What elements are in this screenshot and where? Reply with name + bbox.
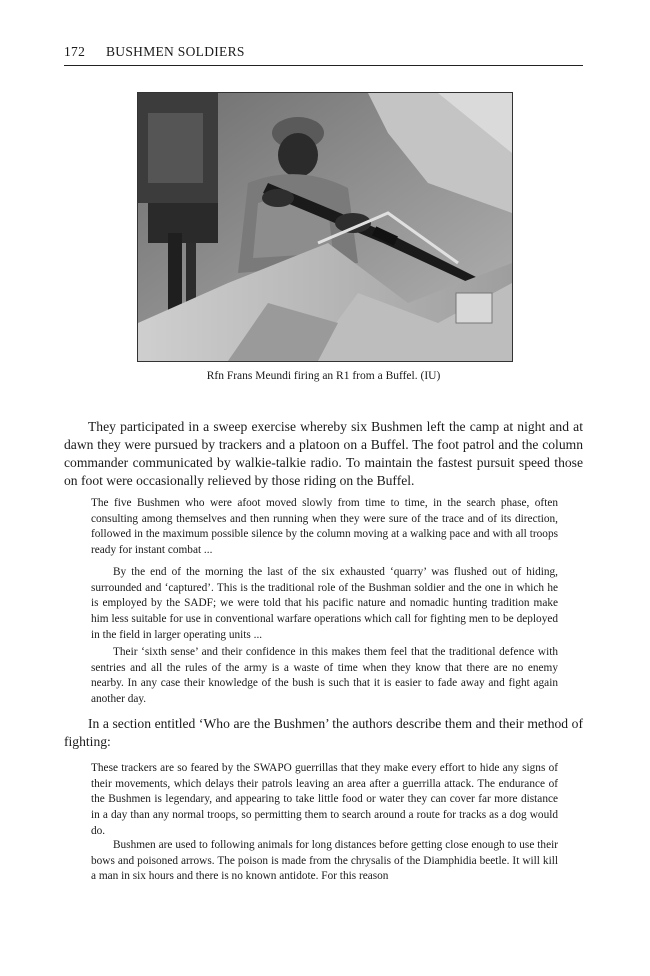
body-paragraph-2: In a section entitled ‘Who are the Bushmen’ the authors describe them and their method of fighting: bbox=[64, 716, 583, 749]
figure-caption: Rfn Frans Meundi firing an R1 from a Buffel. (IU) bbox=[206, 370, 441, 382]
block-quote-1: The five Bushmen who were afoot moved slowly from time to time, in the search phase, often consulting among themselves and then running when they were sure of the trace and of its direction, followed in the maximum possible silence by the column moving at a walking pace and with all troops ready for instant combat ... bbox=[91, 497, 558, 557]
running-title: BUSHMEN SOLDIERS bbox=[106, 44, 245, 59]
block-quote-2: By the end of the morning the last of the six exhausted ‘quarry’ was flushed out of hiding, surrounded and ‘captured’. This is the traditional role of the Bushman soldier and the one in which he is employed by the SADF; we were told that his pacific nature and nomadic hunting tradition make him less suitable for use in conventional warfare operations which call for fighting men to be deployed in the field in larger operating units ... bbox=[91, 566, 558, 641]
running-header bbox=[64, 40, 583, 66]
photo-illustration bbox=[138, 93, 512, 361]
figure-photo bbox=[137, 92, 513, 362]
block-quote-3: Their ‘sixth sense’ and their confidence in this makes them feel that the traditional defence with sentries and all the rules of the army is a waste of time when they know that there are no enemy nearby. In any case their knowledge of the bush is such that it is easier to fade away and fight again another day. bbox=[91, 646, 558, 706]
body-paragraph-1: They participated in a sweep exercise whereby six Bushmen left the camp at night and at dawn they were pursued by trackers and a platoon on a Buffel. The foot patrol and the column commander communicated by walkie-talkie radio. To maintain the fastest pursuit speed those on foot were occasionally relieved by those riding on the Buffel. bbox=[64, 419, 583, 488]
block-quote-4: These trackers are so feared by the SWAPO guerrillas that they make every effort to hide any signs of their movements, which delays their patrols leaving an area after a guerrilla attack. The endurance of the Bushmen is legendary, and appearing to take little food or water they can cover far more distance in a day than any normal troops, so permitting them to search around a route for tracks as a dog would do. bbox=[91, 762, 558, 837]
page-number: 172 bbox=[64, 44, 86, 59]
block-quote-5: Bushmen are used to following animals for long distances before getting close enough to use their bows and poisoned arrows. The poison is made from the chrysalis of the Diamphidia beetle. It will kill a man in six hours and there is no known antidote. For this reason bbox=[91, 839, 558, 883]
